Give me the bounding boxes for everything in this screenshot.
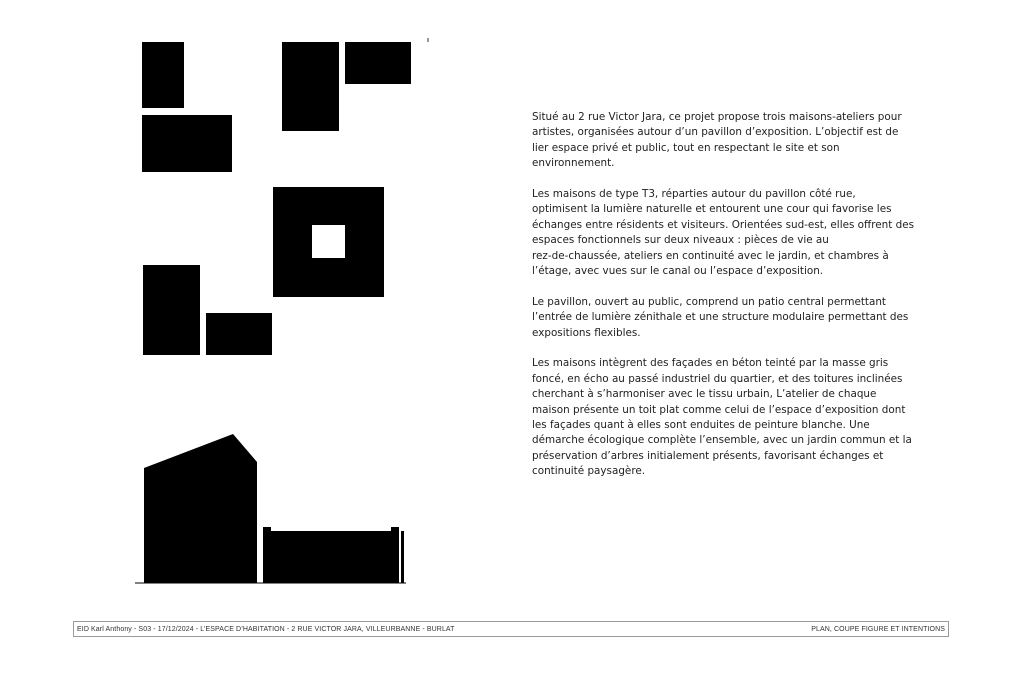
footer-project-info: EID Karl Anthony - S03 - 17/12/2024 - L’ESPACE D’HABITATION - 2 RUE VICTOR JARA, VILLEURBANNE - BURLAT <box>77 625 455 633</box>
plan-house-1-workshop <box>142 115 232 172</box>
plan-figure-drawing <box>0 0 520 600</box>
plan-pavilion-with-patio <box>273 187 384 297</box>
plan-house-1-tower <box>142 42 184 108</box>
plan-house-2-workshop <box>345 42 411 84</box>
title-block-footer <box>73 621 949 637</box>
footer-sheet-title: PLAN, COUPE FIGURE ET INTENTIONS <box>811 625 945 633</box>
section-pavilion-edge <box>401 531 404 583</box>
section-house-pitched-roof <box>144 434 257 583</box>
intentions-text <box>532 110 924 495</box>
intentions-paragraph-materials: Les maisons intègrent des façades en béton teinté par la masse gris foncé, en écho au passé industriel du quartier, et des toitures inclinées cherchant à s’harmoniser avec le tissu urbain, L’atelier de chaque maison présente un toit plat comme celui de l’espace d’exposition dont les façades quant à elles sont enduites de peinture blanche. Une démarche écologique complète l’ensemble, avec un jardin commun et la préservation d’arbres initialement présents, favorisant échanges et continuité paysagère. <box>532 357 912 478</box>
plan-house-3-tower <box>143 265 200 355</box>
intentions-paragraph-site: Situé au 2 rue Victor Jara, ce projet propose trois maisons-ateliers pour artistes, organisées autour d’un pavillon d’exposition. L’objectif est de lier espace privé et public, tout en respectant le site et son environnement. <box>532 111 902 170</box>
section-pavilion-body <box>263 531 399 583</box>
intentions-paragraph-pavilion: Le pavillon, ouvert au public, comprend un patio central permettant l’entrée de lumière zénithale et une structure modulaire permettant des expositions flexibles. <box>532 295 909 339</box>
intentions-paragraph-houses: Les maisons de type T3, réparties autour du pavillon côté rue, optimisent la lumière naturelle et entourent une cour qui favorise les échanges entre résidents et visiteurs. Orientées sud-est, elles offrent des espaces fonctionnels sur deux niveaux : pièces de vie au rez-de-chaussée, ateliers en continuité avec le jardin, et chambres à l’étage, avec vues sur le canal ou l’espace d’exposition. <box>532 188 915 278</box>
plan-house-2-tower <box>282 42 339 131</box>
plan-house-3-workshop <box>206 313 272 355</box>
